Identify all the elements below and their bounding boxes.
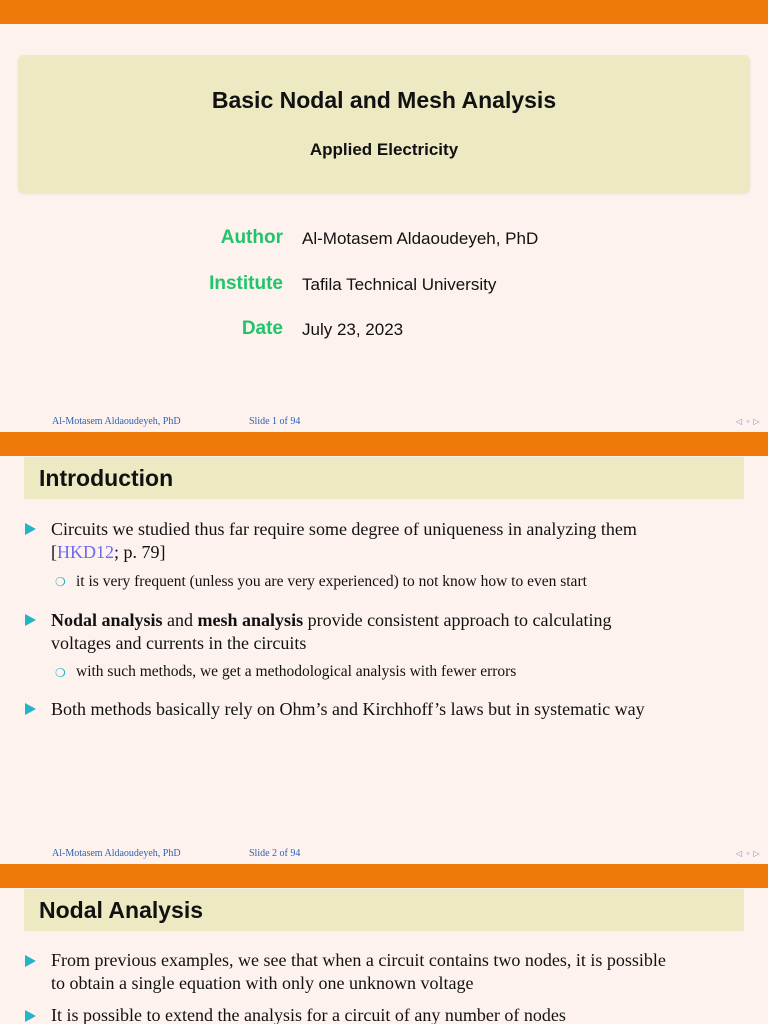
footer-author: Al-Motasem Aldaoudeyeh, PhD [52, 848, 181, 859]
footer-slide-number: Slide 1 of 94 [249, 416, 301, 427]
sub-bullet-2: with such methods, we get a methodological analysis with fewer errors [76, 663, 517, 680]
bullet-1-line-1: Circuits we studied thus far require some degree of uniqueness in analyzing them [51, 519, 637, 539]
frame-title-box [24, 457, 744, 499]
slide-3 [0, 864, 768, 1024]
nodal-analysis-term: Nodal analysis [51, 610, 163, 630]
bullet-arrow-icon [25, 703, 36, 715]
bullet-2-and: and [162, 610, 198, 630]
slide-1-top-bar [0, 0, 768, 24]
institute-label: Institute [209, 273, 283, 294]
frame-title-box [24, 889, 744, 931]
presentation-subtitle: Applied Electricity [309, 140, 459, 159]
slide-1 [0, 0, 768, 432]
bullet-2-line-2: voltages and currents in the circuits [51, 633, 307, 653]
bullet-1-line-1: From previous examples, we see that when a circuit contains two nodes, it is possible [51, 950, 666, 970]
date-label: Date [241, 318, 283, 339]
footer-author: Al-Motasem Aldaoudeyeh, PhD [52, 416, 181, 427]
slide-3-top-bar [0, 864, 768, 888]
slide-2 [0, 432, 768, 864]
date-value: July 23, 2023 [302, 320, 404, 339]
bullet-3: Both methods basically rely on Ohm’s and Kirchhoff’s laws but in systematic way [51, 699, 645, 719]
bullet-arrow-icon [25, 614, 36, 626]
footer-navigation-icons[interactable]: ◁ ▫ ▷ [736, 849, 761, 858]
frame-title: Introduction [39, 465, 174, 491]
bullet-2-rest: provide consistent approach to calculating [303, 610, 612, 630]
institute-value: Tafila Technical University [302, 275, 497, 294]
sub-bullet-1: it is very frequent (unless you are very experienced) to not know how to even start [76, 573, 587, 590]
author-label: Author [220, 227, 283, 248]
bullet-arrow-icon [25, 1010, 36, 1022]
bullet-arrow-icon [25, 523, 36, 535]
citation-page: ; p. 79] [114, 542, 166, 562]
slide-2-top-bar [0, 432, 768, 456]
bullet-2: It is possible to extend the analysis for a circuit of any number of nodes [51, 1005, 566, 1024]
citation-bracket: [ [51, 542, 57, 562]
presentation-title: Basic Nodal and Mesh Analysis [211, 87, 557, 113]
footer-navigation-icons[interactable]: ◁ ▫ ▷ [736, 417, 761, 426]
frame-title: Nodal Analysis [39, 897, 204, 923]
sub-bullet-circle-icon: ❍ [55, 666, 66, 680]
bullet-1-line-2 [51, 541, 751, 564]
mesh-analysis-term: mesh analysis [197, 610, 304, 630]
bullet-arrow-icon [25, 955, 36, 967]
bullet-2-line-1 [51, 609, 751, 632]
author-value: Al-Motasem Aldaoudeyeh, PhD [302, 229, 539, 248]
bullet-1-line-2: to obtain a single equation with only one unknown voltage [51, 973, 474, 993]
title-box [18, 55, 750, 193]
footer-slide-number: Slide 2 of 94 [249, 848, 301, 859]
citation-link[interactable]: HKD12 [57, 542, 114, 562]
sub-bullet-circle-icon: ❍ [55, 575, 66, 589]
